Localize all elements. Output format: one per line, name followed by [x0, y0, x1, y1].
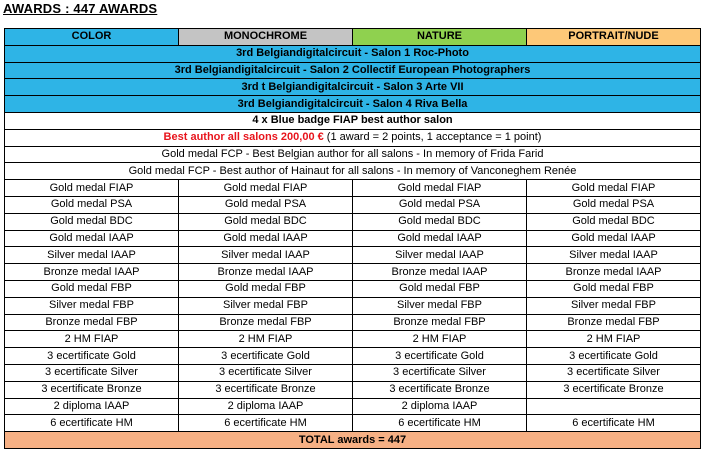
fcp-hainaut-award: Gold medal FCP - Best author of Hainaut for all salons - In memory of Vanconeghem Renée: [5, 163, 701, 180]
salon-1-name: 3rd Belgiandigitalcircuit - Salon 1 Roc-Photo: [5, 45, 701, 62]
awards-table-body: [5, 29, 701, 449]
award-cell: 3 ecertificate Gold: [527, 348, 701, 365]
table-row: [5, 415, 701, 432]
award-cell: 2 diploma IAAP: [353, 398, 527, 415]
award-cell: Silver medal FBP: [179, 297, 353, 314]
award-cell: 2 HM FIAP: [5, 331, 179, 348]
table-row: [5, 381, 701, 398]
award-cell: 2 HM FIAP: [179, 331, 353, 348]
award-cell: Bronze medal IAAP: [353, 264, 527, 281]
award-cell: [527, 398, 701, 415]
column-header-monochrome: MONOCHROME: [179, 29, 353, 46]
salon-row: [5, 79, 701, 96]
award-cell: Bronze medal IAAP: [179, 264, 353, 281]
table-row: [5, 331, 701, 348]
info-row: [5, 129, 701, 146]
table-row: [5, 297, 701, 314]
award-cell: Gold medal FIAP: [5, 180, 179, 197]
award-cell: Gold medal FBP: [527, 280, 701, 297]
award-cell: Silver medal IAAP: [179, 247, 353, 264]
award-cell: Silver medal FBP: [353, 297, 527, 314]
award-cell: Gold medal FIAP: [179, 180, 353, 197]
award-cell: 6 ecertificate HM: [179, 415, 353, 432]
award-cell: 3 ecertificate Gold: [179, 348, 353, 365]
salon-4-name: 3rd Belgiandigitalcircuit - Salon 4 Riva Bella: [5, 96, 701, 113]
salon-3-name: 3rd t Belgiandigitalcircuit - Salon 3 Arte VII: [5, 79, 701, 96]
award-cell: Gold medal IAAP: [179, 230, 353, 247]
award-cell: 6 ecertificate HM: [5, 415, 179, 432]
award-cell: 3 ecertificate Bronze: [5, 381, 179, 398]
award-cell: Bronze medal FBP: [353, 314, 527, 331]
fcp-belgian-award: Gold medal FCP - Best Belgian author for all salons - In memory of Frida Farid: [5, 146, 701, 163]
award-cell: Gold medal BDC: [353, 213, 527, 230]
award-cell: Silver medal IAAP: [5, 247, 179, 264]
page-title: AWARDS : 447 AWARDS: [3, 1, 158, 16]
salon-row: [5, 45, 701, 62]
award-cell: Silver medal FBP: [5, 297, 179, 314]
column-header-portrait-nude: PORTRAIT/NUDE: [527, 29, 701, 46]
award-cell: Gold medal IAAP: [527, 230, 701, 247]
award-cell: 3 ecertificate Bronze: [179, 381, 353, 398]
total-row: [5, 432, 701, 449]
table-row: [5, 348, 701, 365]
award-cell: 3 ecertificate Silver: [179, 364, 353, 381]
best-author-cell: [5, 129, 701, 146]
awards-table: [4, 28, 701, 449]
table-row: [5, 314, 701, 331]
info-row: [5, 146, 701, 163]
award-cell: 2 diploma IAAP: [179, 398, 353, 415]
award-cell: Gold medal IAAP: [353, 230, 527, 247]
salon-row: [5, 62, 701, 79]
award-cell: Gold medal FBP: [179, 280, 353, 297]
award-cell: Gold medal FIAP: [527, 180, 701, 197]
table-row: [5, 280, 701, 297]
salon-row: [5, 96, 701, 113]
column-header-color: COLOR: [5, 29, 179, 46]
award-cell: 2 HM FIAP: [527, 331, 701, 348]
column-header-nature: NATURE: [353, 29, 527, 46]
award-cell: 3 ecertificate Silver: [353, 364, 527, 381]
table-row: [5, 230, 701, 247]
column-header-row: [5, 29, 701, 46]
table-row: [5, 247, 701, 264]
award-cell: 3 ecertificate Gold: [353, 348, 527, 365]
award-cell: Gold medal PSA: [353, 196, 527, 213]
table-row: [5, 213, 701, 230]
info-row: [5, 163, 701, 180]
award-cell: Gold medal BDC: [5, 213, 179, 230]
award-cell: 3 ecertificate Gold: [5, 348, 179, 365]
award-cell: Gold medal FBP: [5, 280, 179, 297]
award-cell: Gold medal PSA: [5, 196, 179, 213]
table-row: [5, 180, 701, 197]
award-cell: Bronze medal FBP: [179, 314, 353, 331]
award-cell: Bronze medal IAAP: [5, 264, 179, 281]
table-row: [5, 264, 701, 281]
award-cell: Silver medal IAAP: [353, 247, 527, 264]
award-cell: 3 ecertificate Bronze: [353, 381, 527, 398]
award-cell: Bronze medal FBP: [527, 314, 701, 331]
award-cell: 3 ecertificate Silver: [527, 364, 701, 381]
award-cell: Bronze medal IAAP: [527, 264, 701, 281]
award-cell: Gold medal PSA: [179, 196, 353, 213]
award-cell: Gold medal PSA: [527, 196, 701, 213]
blue-badge-text: 4 x Blue badge FIAP best author salon: [5, 112, 701, 129]
award-cell: 6 ecertificate HM: [353, 415, 527, 432]
award-cell: 2 diploma IAAP: [5, 398, 179, 415]
table-row: [5, 364, 701, 381]
salon-2-name: 3rd Belgiandigitalcircuit - Salon 2 Collectif European Photographers: [5, 62, 701, 79]
award-cell: Gold medal BDC: [179, 213, 353, 230]
award-cell: Bronze medal FBP: [5, 314, 179, 331]
award-cell: 6 ecertificate HM: [527, 415, 701, 432]
table-row: [5, 196, 701, 213]
award-cell: Gold medal FIAP: [353, 180, 527, 197]
award-cell: Silver medal FBP: [527, 297, 701, 314]
award-cell: 2 HM FIAP: [353, 331, 527, 348]
best-author-rule: (1 award = 2 points, 1 acceptance = 1 point): [323, 131, 542, 144]
total-awards: TOTAL awards = 447: [5, 432, 701, 449]
award-cell: Gold medal IAAP: [5, 230, 179, 247]
best-author-prize: Best author all salons 200,00 €: [163, 131, 324, 144]
award-cell: Gold medal FBP: [353, 280, 527, 297]
table-row: [5, 398, 701, 415]
info-row: [5, 112, 701, 129]
award-cell: 3 ecertificate Silver: [5, 364, 179, 381]
award-cell: Gold medal BDC: [527, 213, 701, 230]
award-cell: 3 ecertificate Bronze: [527, 381, 701, 398]
award-cell: Silver medal IAAP: [527, 247, 701, 264]
